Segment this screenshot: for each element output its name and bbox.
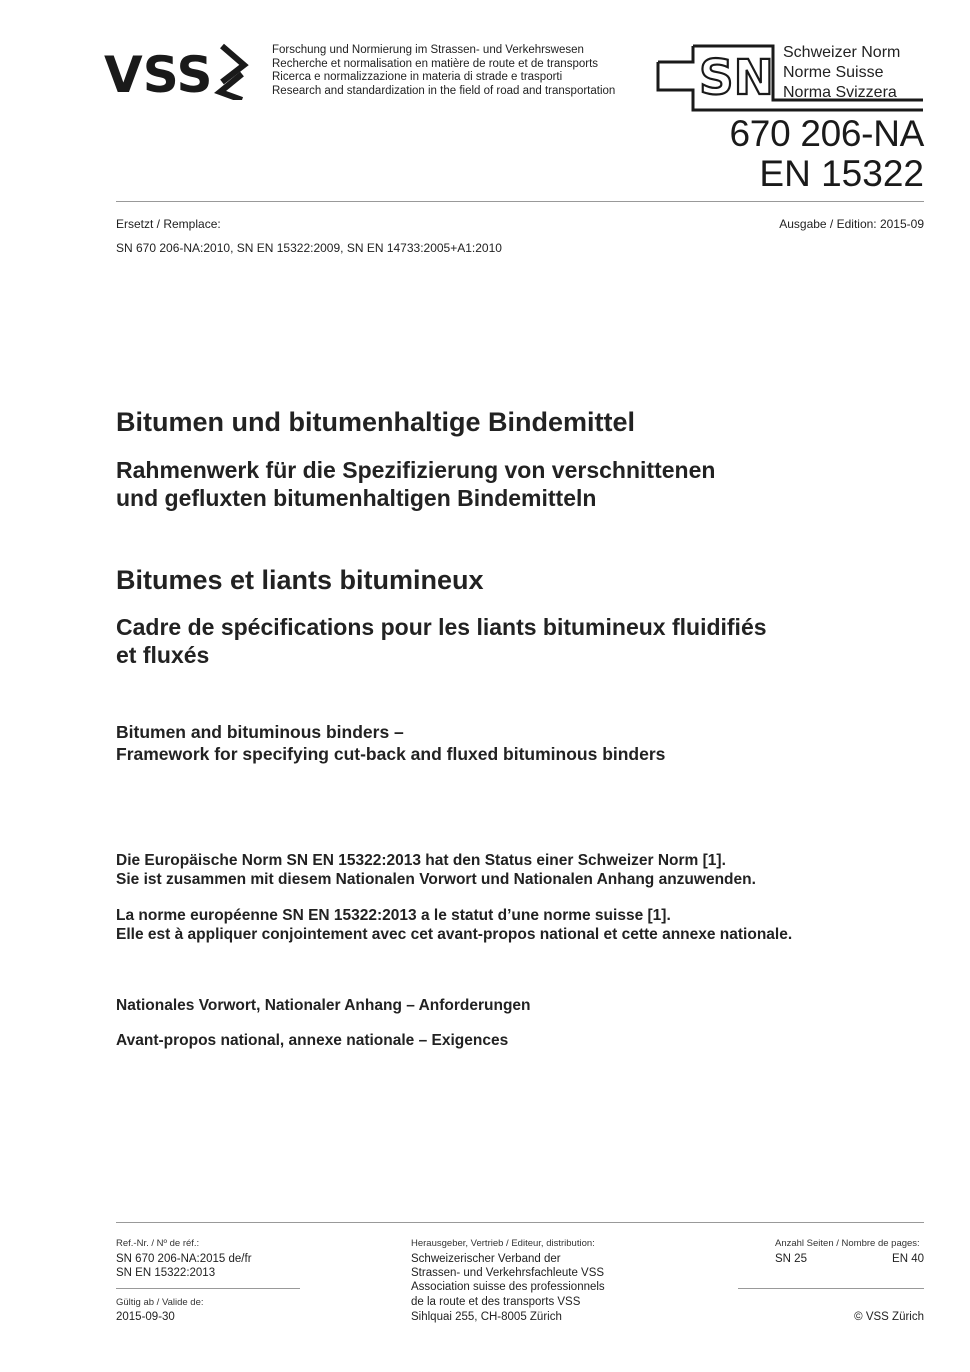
replaces-value: SN 670 206-NA:2010, SN EN 15322:2009, SN EN 14733:2005+A1:2010	[116, 241, 502, 255]
title-en-line2: Framework for specifying cut-back and fluxed bituminous binders	[116, 744, 666, 764]
org-line-de: Forschung und Normierung im Strassen- und Verkehrswesen	[272, 44, 584, 56]
header-divider	[116, 201, 924, 202]
ref-divider	[116, 1288, 300, 1289]
vss-logo	[104, 40, 266, 100]
publisher-address: Sihlquai 255, CH-8005 Zürich	[411, 1311, 562, 1323]
status-statement-fr-line2: Elle est à appliquer conjointement avec cet avant-propos national et cette annexe nationale.	[116, 926, 793, 943]
org-line-en: Research and standardization in the field of road and transportation	[272, 84, 616, 97]
status-statement-de-line1: Die Europäische Norm SN EN 15322:2013 hat den Status einer Schweizer Norm [1].	[116, 852, 726, 869]
vss-logo-text: VSS	[104, 46, 213, 100]
subtitle-de-line1: Rahmenwerk für die Spezifizierung von verschnittenen	[116, 457, 716, 483]
title-fr: Bitumes et liants bitumineux	[116, 565, 484, 595]
status-statement-de-line2: Sie ist zusammen mit diesem Nationalen Vorwort und Nationalen Anhang anzuwenden.	[116, 871, 756, 888]
publisher-line-1: Schweizerischer Verband der	[411, 1253, 561, 1265]
org-line-it: Ricerca e normalizzazione in materia di strade e trasporti	[272, 71, 563, 83]
norm-label-fr: Norme Suisse	[783, 64, 884, 81]
organization-description	[272, 44, 615, 98]
page-count-sn: SN 25	[775, 1253, 807, 1265]
en-standard-number: EN 15322	[759, 153, 924, 194]
ref-label: Ref.-Nr. / Nº de réf.:	[116, 1238, 200, 1249]
footer-divider	[116, 1222, 924, 1223]
page-count-label: Anzahl Seiten / Nombre de pages:	[775, 1238, 920, 1249]
norm-label-it: Norma Svizzera	[783, 84, 897, 101]
pages-divider	[738, 1288, 924, 1289]
annex-note-fr: Avant-propos national, annexe nationale – Exigences	[116, 1032, 509, 1049]
status-statement-fr-line1: La norme européenne SN EN 15322:2013 a le statut d’une norme suisse [1].	[116, 907, 671, 924]
org-line-fr: Recherche et normalisation en matière de route et de transports	[272, 57, 599, 70]
publisher-line-4: de la route et des transports VSS	[411, 1296, 581, 1308]
title-en-line1: Bitumen and bituminous binders –	[116, 722, 404, 742]
page-count-en: EN 40	[892, 1253, 924, 1265]
title-de: Bitumen und bitumenhaltige Bindemittel	[116, 407, 635, 437]
valid-date: 2015-09-30	[116, 1311, 175, 1323]
replaces-label: Ersetzt / Remplace:	[116, 217, 221, 231]
subtitle-de-line2: und gefluxten bitumenhaltigen Bindemitteln	[116, 485, 597, 511]
copyright: © VSS Zürich	[854, 1311, 924, 1323]
annex-note-de: Nationales Vorwort, Nationaler Anhang – Anforderungen	[116, 997, 531, 1014]
edition: Ausgabe / Edition: 2015-09	[779, 217, 924, 231]
norm-label-de: Schweizer Norm	[783, 44, 901, 61]
subtitle-fr-line1: Cadre de spécifications pour les liants bitumineux fluidifiés	[116, 614, 767, 640]
publisher-line-2: Strassen- und Verkehrsfachleute VSS	[411, 1267, 605, 1279]
publisher-label: Herausgeber, Vertrieb / Editeur, distribution:	[411, 1238, 595, 1249]
standard-number: 670 206-NA	[729, 113, 924, 154]
ref-line-1: SN 670 206-NA:2015 de/fr	[116, 1253, 252, 1265]
subtitle-fr-line2: et fluxés	[116, 642, 210, 668]
ref-line-2: SN EN 15322:2013	[116, 1267, 216, 1279]
valid-label: Gültig ab / Valide de:	[116, 1297, 204, 1308]
publisher-line-3: Association suisse des professionnels	[411, 1281, 605, 1293]
sn-logo-text: SN	[699, 50, 774, 106]
